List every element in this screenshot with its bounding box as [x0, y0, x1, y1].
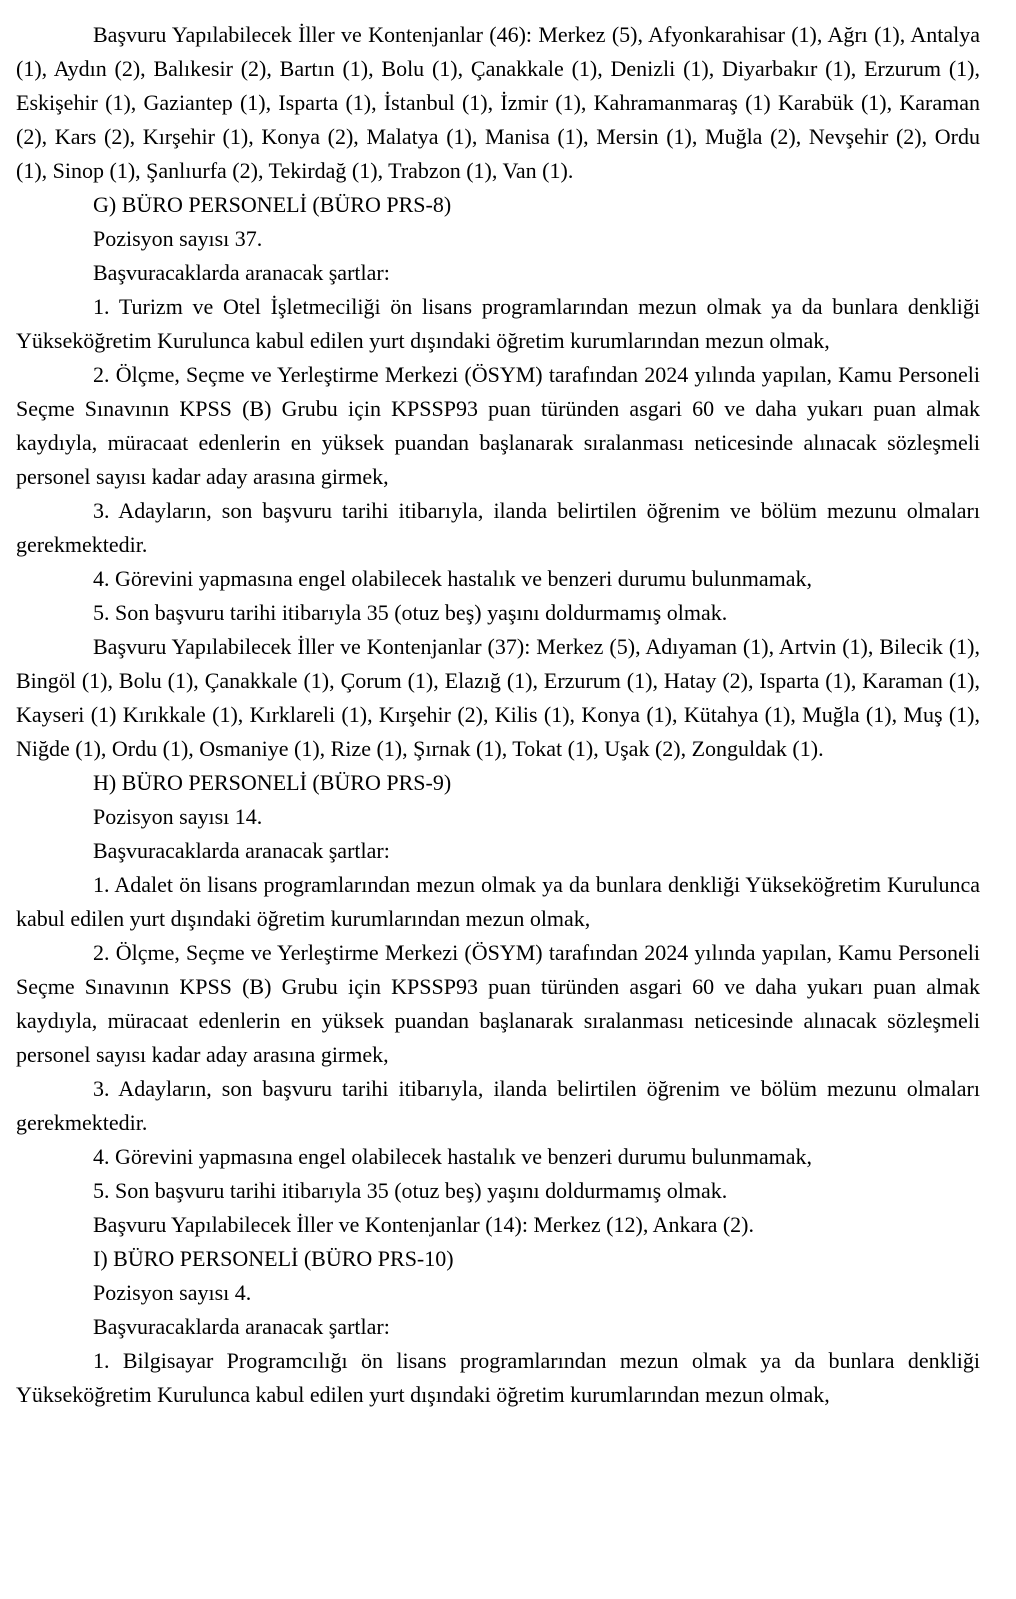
requirement-item-prs8-4: 4. Görevini yapmasına engel olabilecek hastalık ve benzeri durumu bulunmamak, [93, 566, 813, 591]
requirements-heading-prs8: Başvuracaklarda aranacak şartlar: [93, 260, 390, 285]
requirement-item-prs8-1: 1. Turizm ve Otel İşletmeciliği ön lisans programlarından mezun olmak ya da bunlara denkliği Yükseköğretim Kurulunca kabul edilen yurt dışındaki öğretim kurumlarından mezun olmak, [16, 294, 980, 353]
section-heading-prs9: H) BÜRO PERSONELİ (BÜRO PRS-9) [93, 770, 452, 795]
requirements-heading-prs10: Başvuracaklarda aranacak şartlar: [93, 1314, 390, 1339]
position-count-prs9: Pozisyon sayısı 14. [93, 804, 263, 829]
quota-paragraph-prs7: Başvuru Yapılabilecek İller ve Kontenjanlar (46): Merkez (5), Afyonkarahisar (1), Ağrı (1), Antalya (1), Aydın (2), Balıkesir (2), Bartın (1), Bolu (1), Çanakkale (1), Denizli (1), Diyarbakır (1), Erzurum (1), Eskişehir (1), Gaziantep (1), Isparta (1), İstanbul (1), İzmir (1), Kahramanmaraş (1) Karabük (1), Karaman (2), Kars (2), Kırşehir (1), Konya (2), Malatya (1), Manisa (1), Mersin (1), Muğla (2), Nevşehir (2), Ordu (1), Sinop (1), Şanlıurfa (2), Tekirdağ (1), Trabzon (1), Van (1). [16, 22, 980, 183]
position-count-prs10: Pozisyon sayısı 4. [93, 1280, 252, 1305]
quota-paragraph-prs8: Başvuru Yapılabilecek İller ve Kontenjanlar (37): Merkez (5), Adıyaman (1), Artvin (1), Bilecik (1), Bingöl (1), Bolu (1), Çanakkale (1), Çorum (1), Elazığ (1), Erzurum (1), Hatay (2), Isparta (1), Karaman (1), Kayseri (1) Kırıkkale (1), Kırklareli (1), Kırşehir (2), Kilis (1), Konya (1), Kütahya (1), Muğla (1), Muş (1), Niğde (1), Ordu (1), Osmaniye (1), Rize (1), Şırnak (1), Tokat (1), Uşak (2), Zonguldak (1). [16, 634, 980, 761]
requirement-item-prs8-5: 5. Son başvuru tarihi itibarıyla 35 (otuz beş) yaşını doldurmamış olmak. [93, 600, 728, 625]
requirement-item-prs8-3: 3. Adayların, son başvuru tarihi itibarıyla, ilanda belirtilen öğrenim ve bölüm mezunu olmaları gerekmektedir. [16, 498, 980, 557]
requirement-item-prs10-1: 1. Bilgisayar Programcılığı ön lisans programlarından mezun olmak ya da bunlara denkliği Yükseköğretim Kurulunca kabul edilen yurt dışındaki öğretim kurumlarından mezun olmak, [16, 1348, 980, 1407]
requirement-item-prs8-2: 2. Ölçme, Seçme ve Yerleştirme Merkezi (ÖSYM) tarafından 2024 yılında yapılan, Kamu Personeli Seçme Sınavının KPSS (B) Grubu için KPSSP93 puan türünden asgari 60 ve daha yukarı puan almak kaydıyla, müracaat edenlerin en yüksek puandan başlanarak sıralanması neticesinde alınacak sözleşmeli personel sayısı kadar aday arasına girmek, [16, 362, 980, 489]
section-heading-prs8: G) BÜRO PERSONELİ (BÜRO PRS-8) [93, 192, 452, 217]
requirement-item-prs9-2: 2. Ölçme, Seçme ve Yerleştirme Merkezi (ÖSYM) tarafından 2024 yılında yapılan, Kamu Personeli Seçme Sınavının KPSS (B) Grubu için KPSSP93 puan türünden asgari 60 ve daha yukarı puan almak kaydıyla, müracaat edenlerin en yüksek puandan başlanarak sıralanması neticesinde alınacak sözleşmeli personel sayısı kadar aday arasına girmek, [16, 940, 980, 1067]
section-heading-prs10: I) BÜRO PERSONELİ (BÜRO PRS-10) [93, 1246, 454, 1271]
quota-paragraph-prs9: Başvuru Yapılabilecek İller ve Kontenjanlar (14): Merkez (12), Ankara (2). [93, 1212, 754, 1237]
requirement-item-prs9-4: 4. Görevini yapmasına engel olabilecek hastalık ve benzeri durumu bulunmamak, [93, 1144, 813, 1169]
requirement-item-prs9-5: 5. Son başvuru tarihi itibarıyla 35 (otuz beş) yaşını doldurmamış olmak. [93, 1178, 728, 1203]
position-count-prs8: Pozisyon sayısı 37. [93, 226, 263, 251]
requirement-item-prs9-3: 3. Adayların, son başvuru tarihi itibarıyla, ilanda belirtilen öğrenim ve bölüm mezunu olmaları gerekmektedir. [16, 1076, 980, 1135]
requirement-item-prs9-1: 1. Adalet ön lisans programlarından mezun olmak ya da bunlara denkliği Yükseköğretim Kurulunca kabul edilen yurt dışındaki öğretim kurumlarından mezun olmak, [16, 872, 980, 931]
requirements-heading-prs9: Başvuracaklarda aranacak şartlar: [93, 838, 390, 863]
